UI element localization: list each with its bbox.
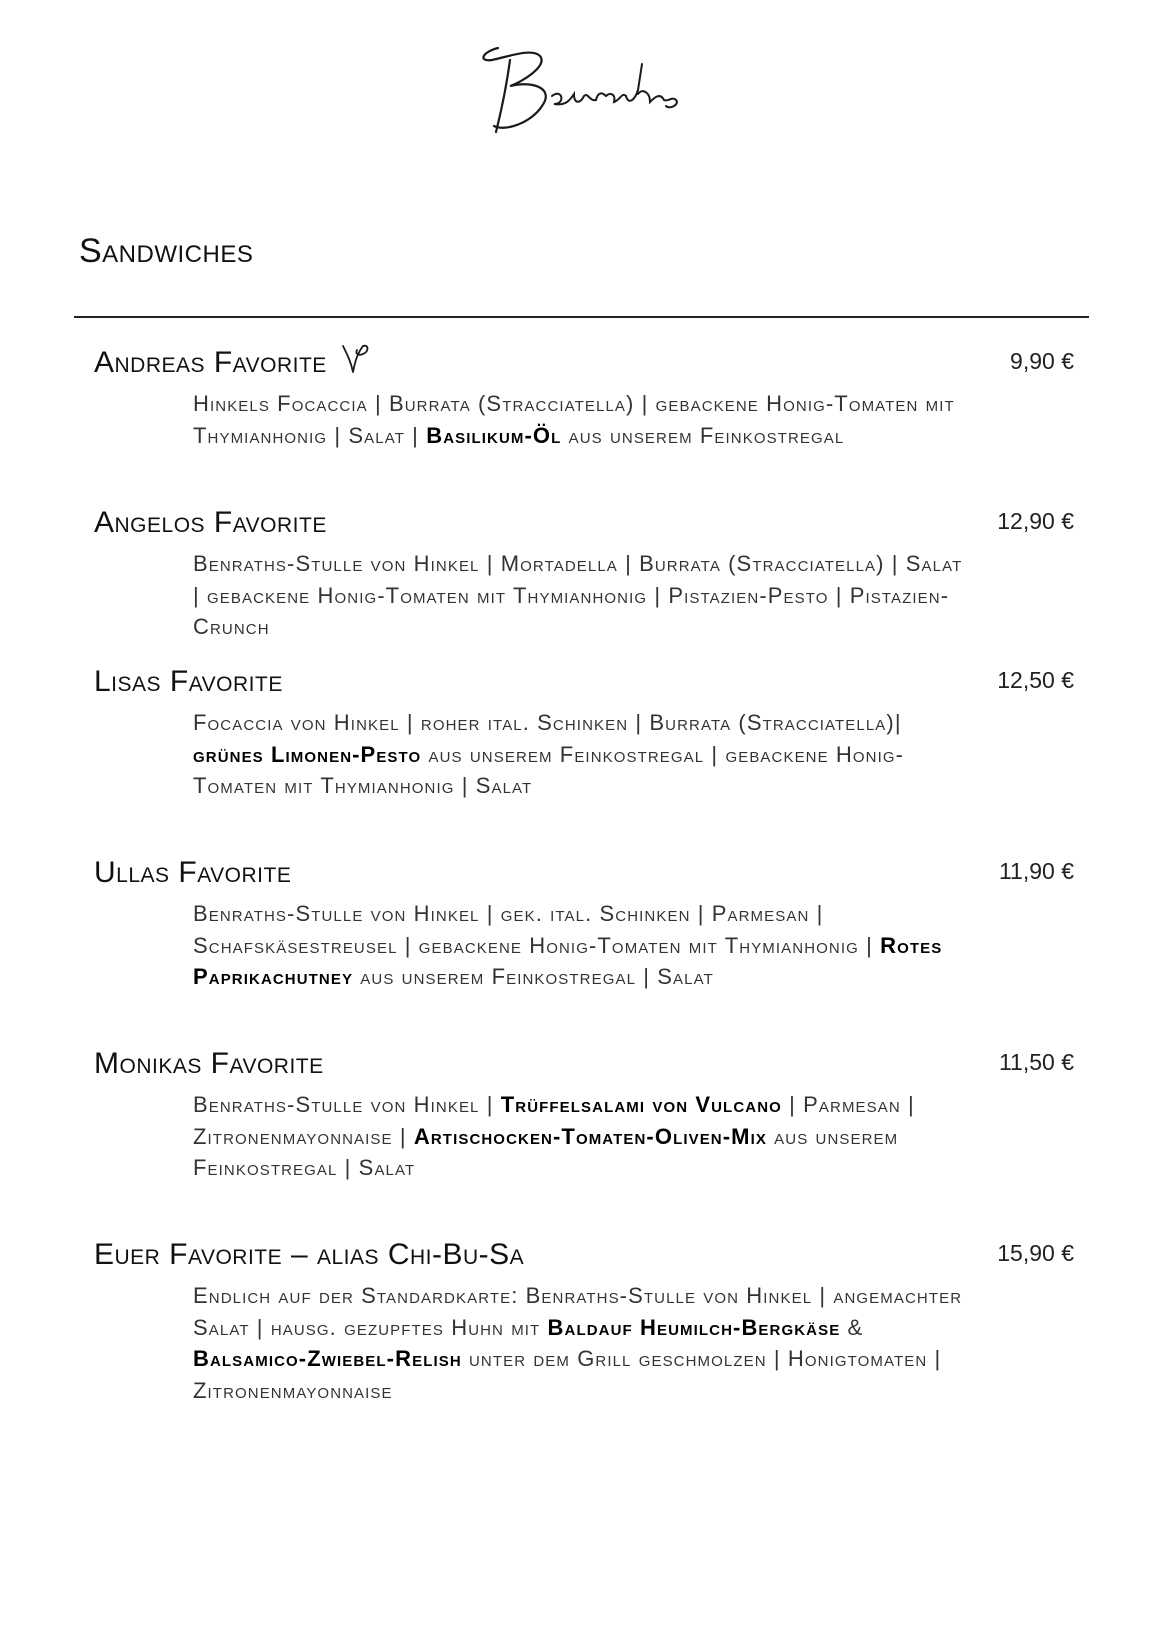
leaf-icon <box>337 340 373 376</box>
item-name: Lisas Favorite <box>94 665 283 698</box>
item-description: Hinkels Focaccia | Burrata (Stracciatella) | gebackene Honig-Tomaten mit Thymianhonig | Salat | Basilikum-Öl aus unserem Feinkostregal <box>193 391 955 448</box>
item-price: 11,90 € <box>998 858 1074 884</box>
section-divider <box>74 316 1089 318</box>
item-price: 11,50 € <box>998 1049 1074 1075</box>
item-description: Benraths-Stulle von Hinkel | Mortadella | Burrata (Stracciatella) | Salat | gebackene Honig-Tomaten mit Thymianhonig | Pistazien-Pesto | Pistazien-Crunch <box>193 551 963 639</box>
item-name: Euer Favorite – alias Chi-Bu-Sa <box>94 1238 525 1271</box>
item-name: Monikas Favorite <box>94 1047 324 1080</box>
section-title: Sandwiches <box>79 232 254 270</box>
item-price: 12,90 € <box>997 508 1074 534</box>
item-name: Andreas Favorite <box>94 346 327 379</box>
benraths-logo <box>470 30 700 140</box>
item-name: Ullas Favorite <box>94 856 292 889</box>
item-description: Benraths-Stulle von Hinkel | gek. ital. Schinken | Parmesan | Schafskäsestreusel | gebackene Honig-Tomaten mit Thymianhonig | Rotes Paprikachutney aus unserem Feinkostregal | Salat <box>193 901 943 989</box>
item-name: Angelos Favorite <box>94 506 327 539</box>
menu-list <box>94 346 1074 1403</box>
item-description: Endlich auf der Standardkarte: Benraths-Stulle von Hinkel | angemachter Salat | hausg. gezupftes Huhn mit Baldauf Heumilch-Bergkäse & Balsamico-Zwiebel-Relish unter dem Grill geschmolzen | Honigtomaten | Zitronenmayonnaise <box>193 1283 963 1403</box>
item-description: Focaccia von Hinkel | roher ital. Schinken | Burrata (Stracciatella)| grünes Limonen-Pesto aus unserem Feinkostregal | gebackene Honig-Tomaten mit Thymianhonig | Salat <box>193 710 905 798</box>
item-price: 12,50 € <box>997 667 1074 693</box>
item-description: Benraths-Stulle von Hinkel | Trüffelsalami von Vulcano | Parmesan | Zitronenmayonnaise | Artischocken-Tomaten-Oliven-Mix aus unserem Feinkostregal | Salat <box>193 1092 915 1180</box>
item-price: 9,90 € <box>1010 348 1074 374</box>
item-price: 15,90 € <box>997 1240 1074 1266</box>
